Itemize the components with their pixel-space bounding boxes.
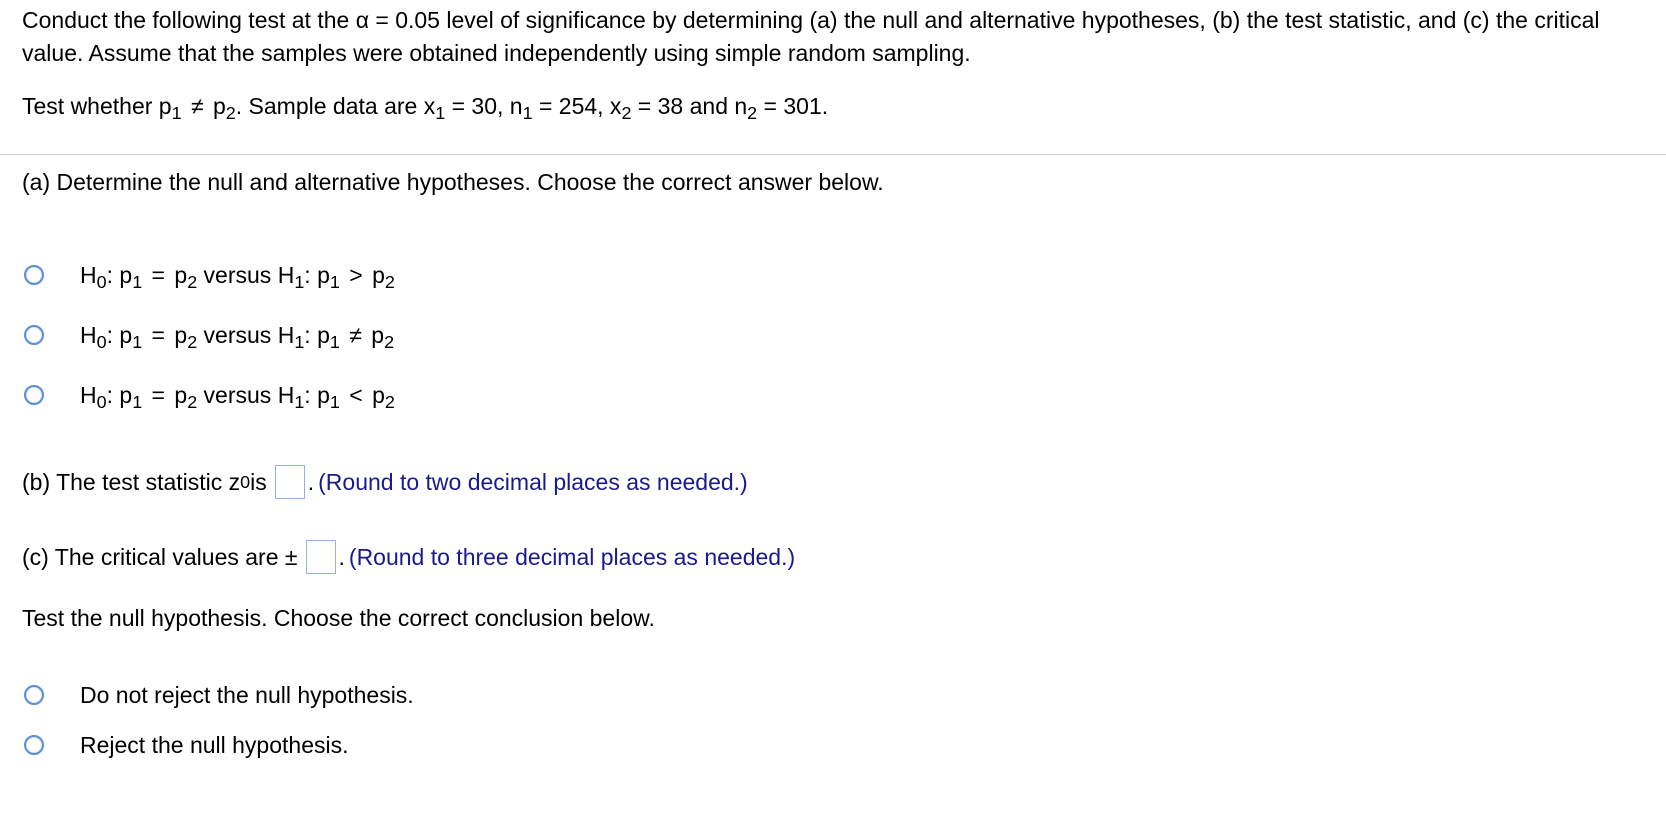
given-p2: p — [212, 93, 226, 119]
given-sub2: 2 — [225, 103, 236, 124]
x1-val: = 30, n — [445, 93, 523, 119]
n2-sub: 2 — [747, 103, 758, 124]
option-label: Do not reject the null hypothesis. — [80, 682, 414, 708]
part-c-after: . — [338, 544, 345, 570]
conclusion-option-reject[interactable] — [24, 720, 414, 770]
radio-button[interactable] — [24, 385, 44, 405]
part-a-prompt: (a) Determine the null and alternative hypotheses. Choose the correct answer below. — [22, 169, 884, 195]
part-c-question — [22, 537, 795, 577]
x2-val: = 38 and n — [631, 93, 748, 119]
x2-sub: 2 — [621, 103, 632, 124]
part-b-hint: (Round to two decimal places as needed.) — [318, 469, 748, 495]
n2-val: = 301. — [757, 93, 829, 119]
alpha-value: = 0.05 — [369, 7, 440, 33]
radio-button[interactable] — [24, 265, 44, 285]
intro-part2: level of significance by determining (a) the null and alternative hypotheses, (b) the test statistic, and (c) the critical value. Assume that the samples were obtained independently using simple random sampling. — [22, 7, 1600, 66]
conclusion-prompt: Test the null hypothesis. Choose the correct conclusion below. — [22, 605, 655, 631]
option-label: $H_0$: $p_1 = p_2$ versus $H_1$: $p_1 \ne p_2$ — [80, 322, 395, 353]
test-statistic-input[interactable] — [275, 465, 305, 499]
option-label: $H_0$: $p_1 = p_2$ versus $H_1$: $p_1 > p_2$ — [80, 262, 395, 293]
section-divider — [0, 154, 1666, 155]
given-lead: Test whether p — [22, 93, 172, 119]
n1-val: = 254, x — [532, 93, 622, 119]
x1-sub: 1 — [435, 103, 446, 124]
conclusion-option-do-not-reject[interactable] — [24, 670, 414, 720]
hypothesis-option-not-equal[interactable] — [24, 305, 395, 365]
alpha-symbol: α — [355, 7, 369, 33]
part-b-after: . — [307, 469, 315, 495]
part-c-hint: (Round to three decimal places as needed.) — [348, 544, 796, 570]
radio-button[interactable] — [24, 685, 44, 705]
hypotheses-options — [24, 245, 395, 425]
hypothesis-option-greater[interactable] — [24, 245, 395, 305]
sample-data-statement — [22, 90, 828, 123]
part-c-prefix: (c) The critical values are ± — [22, 544, 298, 570]
question-intro — [22, 4, 1652, 70]
part-b-question: (b) The test statistic z 0 is . (Round to two decimal places as needed.) — [22, 462, 748, 502]
part-b-is: is — [250, 469, 267, 495]
given-neq: ≠ — [184, 93, 210, 119]
hypothesis-option-less[interactable] — [24, 365, 395, 425]
critical-value-input[interactable] — [306, 540, 336, 574]
n1-sub: 1 — [522, 103, 533, 124]
option-label: Reject the null hypothesis. — [80, 732, 349, 758]
given-sub1: 1 — [171, 103, 182, 124]
conclusion-options — [24, 670, 414, 770]
part-b-prefix: (b) The test statistic z — [22, 469, 241, 495]
given-mid: . Sample data are x — [235, 93, 436, 119]
option-label: $H_0$: $p_1 = p_2$ versus $H_1$: $p_1 < p_2$ — [80, 382, 395, 413]
radio-button[interactable] — [24, 735, 44, 755]
radio-button[interactable] — [24, 325, 44, 345]
intro-part1: Conduct the following test at the — [22, 7, 356, 33]
